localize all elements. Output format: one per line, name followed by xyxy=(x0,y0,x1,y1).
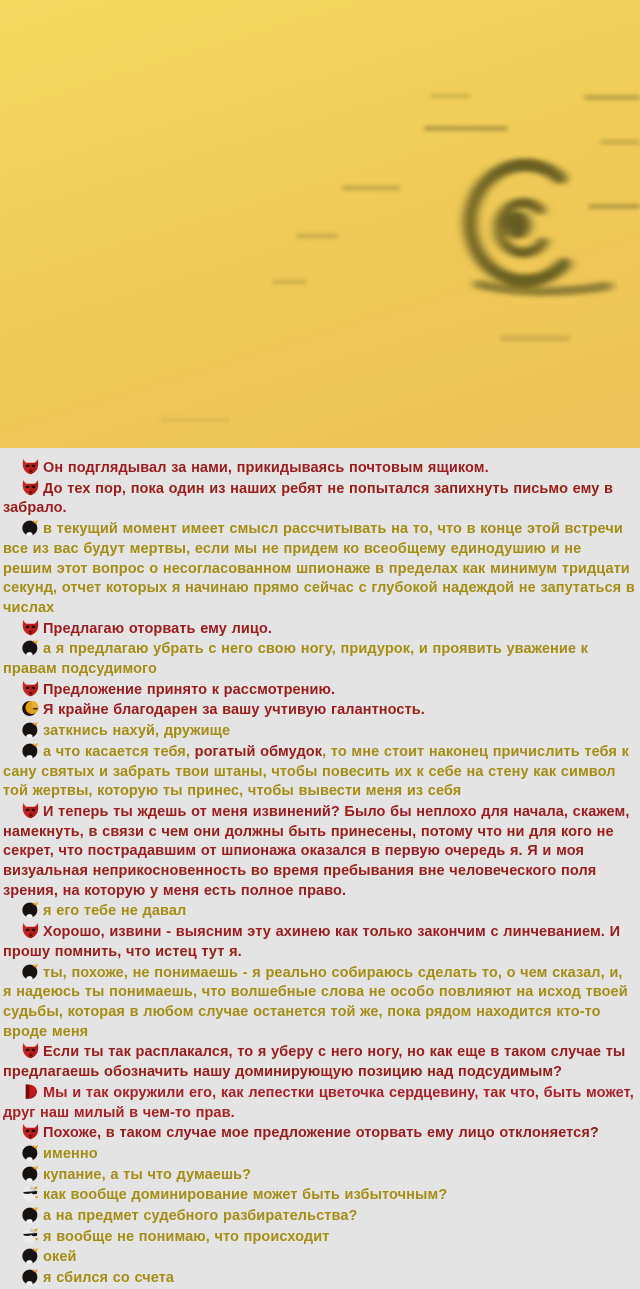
message-text: Предлагаю оторвать ему лицо. xyxy=(43,620,273,637)
chat-message xyxy=(3,519,635,619)
chat-message xyxy=(3,1144,635,1165)
message-text: ты, похоже, не понимаешь - я реально собираюсь сделать то, о чем сказал, и, я надеюсь ты понимаешь, что волшебные слова не особо повлияют на исход твоей судьбы, которая в любом случае останется той же, пока рядом находится кто-то вроде меня xyxy=(3,964,628,1040)
motion-streak xyxy=(584,95,640,100)
imp-black-icon xyxy=(22,1165,39,1182)
message-text: я вообще не понимаю, что происходит xyxy=(43,1228,330,1245)
demon-red-icon xyxy=(22,1042,39,1059)
chat-message xyxy=(3,1165,635,1186)
motion-streak xyxy=(424,126,508,131)
chat-message xyxy=(3,1042,635,1082)
message-text: как вообще доминирование может быть избыточным? xyxy=(43,1187,448,1204)
imp-black-icon xyxy=(22,1247,39,1264)
imp-black-icon xyxy=(22,639,39,656)
message-text: До тех пор, пока один из наших ребят не попытался запихнуть письмо ему в забрало. xyxy=(3,480,614,517)
chat-message xyxy=(3,1227,635,1248)
message-text: Я крайне благодарен за вашу учтивую галантность. xyxy=(43,702,425,719)
message-text: Хорошо, извини - выясним эту ахинею как только закончим с линчеванием. И прошу помнить, что истец тут я. xyxy=(3,924,621,960)
message-text: Похоже, в таком случае мое предложение оторвать ему лицо отклоняется? xyxy=(43,1125,599,1142)
message-text: а что касается тебя, xyxy=(43,743,195,760)
imp-black-icon xyxy=(22,963,39,980)
chat-message xyxy=(3,479,635,519)
motion-streak xyxy=(296,234,338,238)
message-text: я его тебе не давал xyxy=(43,903,187,920)
demon-red-icon xyxy=(22,922,39,939)
message-text: , то мне стоит наконец причислить тебя к сану святых и забрать твои штаны, чтобы повесить их к себе на стену как символ той жертвы, которую ты принес, чтобы вывести меня из себя xyxy=(3,743,629,800)
chat-message xyxy=(3,1247,635,1268)
message-text: рогатый обмудок xyxy=(194,743,323,760)
motion-streak xyxy=(430,94,470,98)
chat-message xyxy=(3,922,635,962)
chat-message xyxy=(3,458,635,479)
chat-message xyxy=(3,1268,635,1289)
message-text: Если ты так расплакался, то я уберу с него ногу, но как еще в таком случае ты предлагаешь обозначить нашу доминирующую позицию над подсудимым? xyxy=(3,1044,626,1081)
message-text: в текущий момент имеет смысл рассчитывать на то, что в конце этой встречи все из вас будут мертвы, если мы не придем ко всеобщему единодушию и не решим этот вопрос о несогласованном шпионаже в пределах как минимум тридцати секунд, отчет которых я начинаю прямо сейчас с глубокой надеждой не запутаться в числах xyxy=(3,521,635,616)
chat-message xyxy=(3,619,635,640)
chat-message xyxy=(3,802,635,902)
shades-white-icon xyxy=(22,1185,39,1202)
demon-red-icon xyxy=(22,479,39,496)
chat-message xyxy=(3,639,635,679)
message-text: а на предмет судебного разбирательства? xyxy=(43,1208,358,1225)
imp-black-icon xyxy=(22,519,39,536)
chat-message xyxy=(3,1123,635,1144)
chat-message xyxy=(3,963,635,1043)
message-text: И теперь ты ждешь от меня извинений? Было бы неплохо для начала, скажем, намекнуть, в связи с чем они должны быть принесены, потому что ни для кого не секрет, что пострадавшим от шпионажа оказался в первую очередь я. Я и моя визуальная неприкосновенность во время пребывания вне человеческого поля зрения, на которую у меня есть полное право. xyxy=(3,803,630,899)
motion-streak xyxy=(272,280,306,284)
message-text: заткнись нахуй, дружище xyxy=(43,723,231,740)
chat-message xyxy=(3,742,635,802)
gold-profile-icon xyxy=(22,700,39,717)
imp-black-icon xyxy=(22,742,39,759)
demon-red-icon xyxy=(22,458,39,475)
imp-black-icon xyxy=(22,1206,39,1223)
imp-black-icon xyxy=(22,1268,39,1285)
message-text: я сбился со счета xyxy=(43,1270,175,1287)
chat-message xyxy=(3,680,635,701)
demon-red-icon xyxy=(22,802,39,819)
message-text: именно xyxy=(43,1145,98,1162)
message-text: купание, а ты что думаешь? xyxy=(43,1166,252,1183)
chat-log xyxy=(0,448,640,1289)
chat-message xyxy=(3,721,635,742)
motion-streak xyxy=(500,336,570,341)
demon-red-icon xyxy=(22,619,39,636)
demon-red-icon xyxy=(22,680,39,697)
chat-message xyxy=(3,901,635,922)
imp-black-icon xyxy=(22,721,39,738)
message-text: Предложение принято к рассмотрению. xyxy=(43,681,336,698)
message-text: Мы и так окружили его, как лепестки цветочка сердцевину, так что, быть может, друг наш милый в чем-то прав. xyxy=(3,1084,634,1121)
header-image xyxy=(0,0,640,448)
imp-black-icon xyxy=(22,901,39,918)
message-text: а я предлагаю убрать с него свою ногу, придурок, и проявить уважение к правам подсудимого xyxy=(3,641,589,678)
snail-spiral-icon xyxy=(448,148,618,328)
imp-black-icon xyxy=(22,1144,39,1161)
message-text: Он подглядывал за нами, прикидываясь почтовым ящиком. xyxy=(43,460,489,476)
profile-red-icon xyxy=(22,1083,39,1100)
chat-message xyxy=(3,700,635,721)
demon-red-icon xyxy=(22,1123,39,1140)
motion-streak xyxy=(160,418,230,422)
shades-white-icon xyxy=(22,1227,39,1244)
message-text: окей xyxy=(43,1249,77,1266)
motion-streak xyxy=(600,140,640,144)
motion-streak xyxy=(342,186,400,190)
chat-message xyxy=(3,1185,635,1206)
chat-message xyxy=(3,1206,635,1227)
chat-message xyxy=(3,1083,635,1123)
